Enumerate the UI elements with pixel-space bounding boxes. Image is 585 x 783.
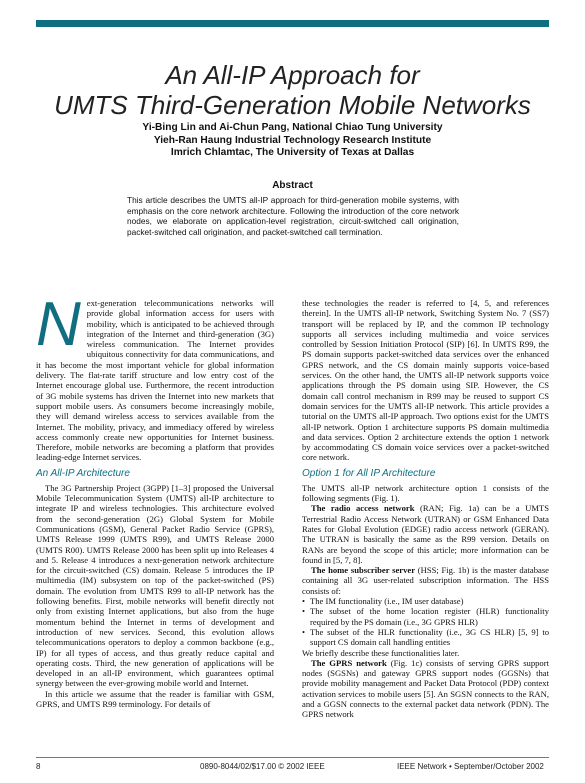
abstract-text: This article describes the UMTS all-IP approach for third-generation mobile systems, with emphasis on the core network architecture. Following the introduction of the core network nodes, we elaborate on application-level registration, circuit-switched call origination, packet-switched call origination, and packet-switched call termination. — [127, 195, 459, 237]
left-column — [36, 290, 274, 709]
section1-paragraph: The 3G Partnership Project (3GPP) [1–3] proposed the Universal Mobile Telecommunication System (UMTS) all-IP architecture to integrate IP and wireless technologies. This architecture evolved from the second-generation (2G) Global System for Mobile Communications (GSM), General Packet Radio Service (GPRS), UMTS Release 1999 (UMTS R99), and UMTS Release 2000 (UMTS R00). UMTS Release 2000 has been split up into Releases 4 and 5. Release 4 introduces a next-generation network architecture for the circuit-switched (CS) domain. Release 5 introduces the IP multimedia (IM) subsystem on top of the packet-switched (PS) domain. The evolution from UMTS R99 to all-IP network has the following benefits. First, mobile networks will benefit directly not only from existing Internet applications, but also from the huge momentum behind the Internet in terms of development and introduction of new services. Second, this evolution allows telecommunications operators to deploy a common backbone (e.g., IP) for all types of access, and thus greatly reduce capital and operating costs. Third, the new generation of applications will be developed in an all-IP environment, which guarantees optimal synergy between the ever-growing mobile world and Internet. — [36, 482, 274, 689]
gprs-text: (Fig. 1c) consists of serving GPRS support nodes (SGSNs) and gateway GPRS support nodes (GGSNs) that provide mobility management and Packet Data Protocol (PDP) context activation services to mobile users [5]. An SGSN connects to the RAN, and a GGSN connects to the external packet data network (PDN). The GPRS network — [302, 657, 549, 720]
list-item: • The subset of the home location register (HLR) functionality required by the PS domain (i.e., 3G GPRS HLR) — [310, 606, 549, 627]
footer-issn: 0890-8044/02/$17.00 © 2002 IEEE — [200, 762, 325, 771]
ran-paragraph — [302, 503, 549, 565]
option1-intro: The UMTS all-IP network architecture option 1 consists of the following segments (Fig. 1). — [302, 482, 549, 504]
author-line: Yi-Bing Lin and Ai-Chun Pang, National Chiao Tung University — [142, 122, 443, 133]
intro-text: ext-generation telecommunications networks will provide global information access for users with mobility, which is anticipated to be achieved through integration of the Internet and third-generation (3G) wireless communication. The Internet provides ubiquitous connectivity for data communications, and it has become the most important vehicle for global information delivery. The flat-rate tariff structure and low entry cost of the Internet encourage global use. Furthermore, the recent introduction of 3G mobile systems has driven the Internet into new markets that support mobile users. As consumers become increasingly mobile, they will demand wireless access to services available from the Internet. The mobility, privacy, and immediacy offered by wireless access commonly create new opportunities for Internet business. Therefore, mobile networks are becoming a platform that provides leading-edge Internet services. — [36, 298, 274, 463]
author-line: Yieh-Ran Haung Industrial Technology Research Institute — [153, 134, 432, 146]
right-paragraph: these technologies the reader is referred to [4, 5, and references therein]. In the UMTS all-IP network, Switching System No. 7 (SS7) transport will be replaced by IP, and the common IP technology supports all services including multimedia and voice services controlled by Session Initiation Protocol (SIP) [6]. In UMTS R99, the PS domain supports packet-switched data services over the enhanced GPRS network, and the CS domain mainly supports voice-based services. On the other hand, the UMTS all-IP network supports voice applications through the PS domain using SIP. However, the CS domain call control mechanism in R99 may be reused to support CS domain services for the UMTS all-IP network. This article provides a tutorial on the UMTS all-IP approach. Two options exist for the UMTS all-IP network. Option 1 architecture supports PS domain multimedia and data services. Option 2 architecture extends the option 1 network by accommodating CS domain voice services over a packet-switched core network. — [302, 298, 549, 463]
list-item: • The subset of the HLR functionality (i.e., 3G CS HLR) [5, 9] to support CS domain call handling entities — [310, 627, 549, 648]
footer-rule — [36, 757, 549, 758]
title-line-2: UMTS Third-Generation Mobile Networks — [54, 90, 531, 120]
footer-journal: IEEE Network • September/October 2002 — [397, 762, 544, 771]
top-color-bar — [36, 20, 549, 27]
hss-paragraph — [302, 565, 549, 596]
list-item: • The IM functionality (i.e., IM user database) — [310, 596, 549, 606]
section-heading-all-ip: An All-IP Architecture — [36, 467, 130, 479]
drop-cap: N — [36, 290, 81, 359]
author-block — [20, 122, 565, 160]
hss-text: (HSS; Fig. 1b) is the master database containing all 3G user-related subscription information. The HSS consists of: — [302, 565, 549, 596]
abstract-heading: Abstract — [272, 180, 313, 191]
page-number: 8 — [36, 762, 41, 771]
ran-text: (RAN; Fig. 1a) can be a UMTS Terrestrial Radio Access Network (UTRAN) or GSM Enhanced Data Rates for Global Evolution (EDGE) radio access network (GERAN). The UTRAN is basically the same as the R99 version. Details on RANs are beyond the scope of this article; more information can be found in [5, 7, 8]. — [302, 503, 550, 565]
gprs-paragraph — [302, 658, 549, 720]
intro-paragraph — [36, 290, 274, 463]
hss-bullet-list — [302, 596, 549, 647]
right-column — [302, 298, 549, 720]
section1-paragraph-2: In this article we assume that the reader is familiar with GSM, GPRS, and UMTS R99 terminology. For details of — [36, 688, 274, 709]
hss-lead: The home subscriber server — [311, 565, 416, 576]
author-line: Imrich Chlamtac, The University of Texas at Dallas — [170, 147, 415, 158]
hss-after: We briefly describe these functionalities later. — [302, 647, 460, 658]
article-title — [20, 60, 565, 120]
section-heading-option1: Option 1 for All IP Architecture — [302, 467, 436, 479]
title-line-1: An All-IP Approach for — [165, 60, 420, 90]
gprs-lead: The GPRS network — [311, 657, 387, 668]
ran-lead: The radio access network — [311, 503, 415, 514]
